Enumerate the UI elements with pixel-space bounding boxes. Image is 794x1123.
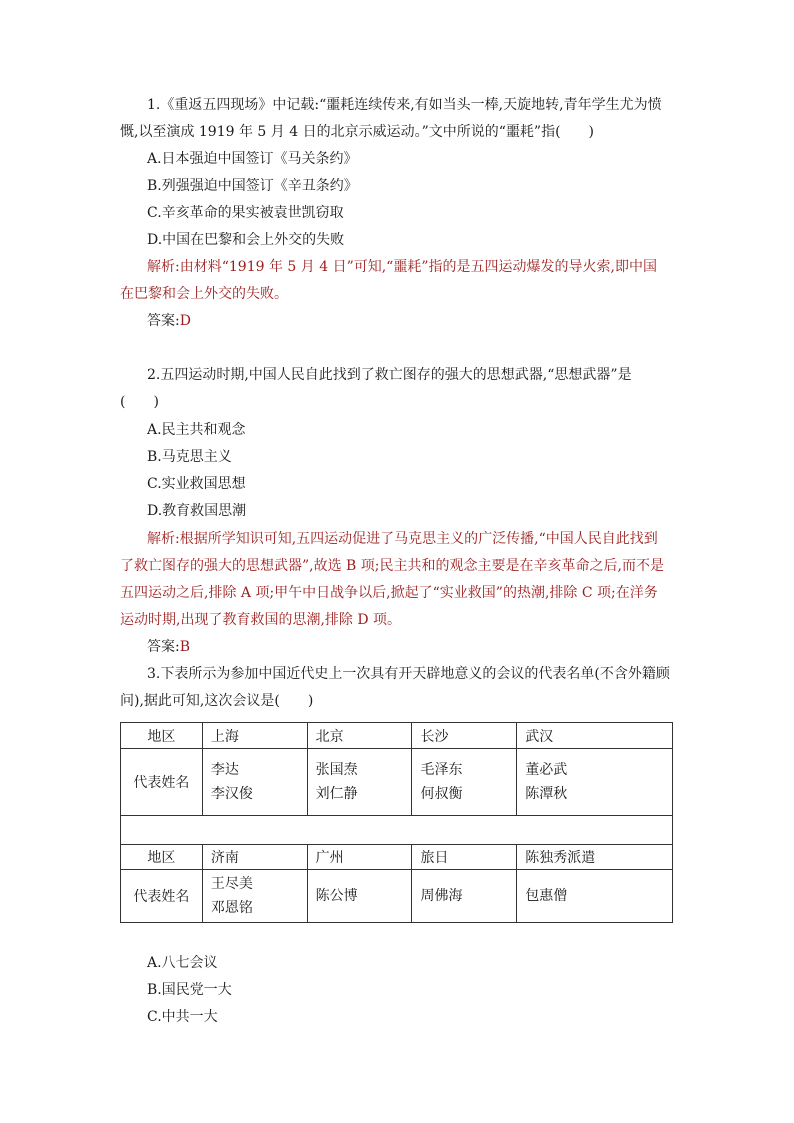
delegate-name: 邓恩铭: [210, 900, 253, 916]
delegate-name: 周佛海: [420, 888, 463, 904]
q1-answer: [147, 312, 191, 330]
q2-stem-line2: ( ): [120, 394, 159, 410]
q1-option-d: D.中国在巴黎和会上外交的失败: [147, 232, 345, 248]
delegate-name: 张国焘: [315, 762, 358, 778]
q1-answer-label: 答案:: [147, 313, 180, 329]
names-header: 代表姓名: [121, 870, 203, 923]
q2-option-d: D.教育救国思潮: [147, 503, 247, 519]
q1-analysis-line2: 在巴黎和会上外交的失败。: [120, 286, 288, 302]
q1-analysis-line1: 解析:由材料“1919 年 5 月 4 日”可知,“噩耗”指的是五四运动爆发的导火索,即中国: [147, 259, 657, 275]
q3-stem-line2: 问),据此可知,这次会议是( ): [120, 693, 314, 709]
q1-answer-value: D: [179, 313, 191, 329]
names-cell: [307, 870, 412, 923]
spacer-cell: [121, 816, 673, 845]
delegate-name: 刘仁静: [315, 786, 358, 802]
delegate-name: 毛泽东: [420, 762, 463, 778]
region-cell: 长沙: [412, 723, 517, 749]
q3-option-b: B.国民党一大: [147, 982, 232, 998]
region-cell: 北京: [307, 723, 412, 749]
q3-option-a: A.八七会议: [147, 955, 218, 971]
names-cell: [202, 870, 307, 923]
q2-option-b: B.马克思主义: [147, 449, 232, 465]
table-row: [121, 723, 673, 749]
names-cell: [412, 870, 517, 923]
region-cell: 上海: [202, 723, 307, 749]
representatives-table: [120, 722, 673, 923]
delegate-name: 董必武: [525, 762, 568, 778]
delegate-name: 陈公博: [315, 888, 358, 904]
names-cell: [307, 749, 412, 816]
delegate-name: 王尽美: [210, 876, 253, 892]
q2-answer-label: 答案:: [147, 639, 180, 655]
region-header: 地区: [121, 845, 203, 870]
q1-option-c: C.辛亥革命的果实被袁世凯窃取: [147, 205, 344, 221]
names-cell: [517, 870, 673, 923]
table-row: [121, 749, 673, 816]
q2-analysis-line1: 解析:根据所学知识可知,五四运动促进了马克思主义的广泛传播,“中国人民自此找到: [147, 531, 658, 547]
region-cell: 广州: [307, 845, 412, 870]
delegate-name: 李达: [210, 762, 239, 778]
q2-option-c: C.实业救国思想: [147, 476, 246, 492]
names-cell: [202, 749, 307, 816]
q1-option-b: B.列强强迫中国签订《辛丑条约》: [147, 178, 358, 194]
q2-answer: [147, 638, 190, 656]
q1-option-a: A.日本强迫中国签订《马关条约》: [147, 151, 358, 167]
table-row: [121, 870, 673, 923]
names-cell: [517, 749, 673, 816]
region-cell: 武汉: [517, 723, 673, 749]
region-cell: 济南: [202, 845, 307, 870]
region-cell: 陈独秀派遣: [517, 845, 673, 870]
q2-analysis-line3: 五四运动之后,排除 A 项;甲午中日战争以后,掀起了“实业救国”的热潮,排除 C 项;在洋务: [120, 585, 658, 601]
names-cell: [412, 749, 517, 816]
q1-stem-line2: 慨,以至演成 1919 年 5 月 4 日的北京示威运动。”文中所说的“噩耗”指( ): [120, 124, 594, 140]
q1-stem-line1: 1.《重返五四现场》中记载:“噩耗连续传来,有如当头一棒,天旋地转,青年学生尤为愤: [147, 97, 662, 113]
names-header: 代表姓名: [121, 749, 203, 816]
table-row: [121, 845, 673, 870]
delegate-name: 陈潭秋: [525, 786, 568, 802]
delegate-name: 包惠僧: [525, 888, 568, 904]
q3-stem-line1: 3.下表所示为参加中国近代史上一次具有开天辟地意义的会议的代表名单(不含外籍顾: [147, 666, 670, 682]
delegate-name: 李汉俊: [210, 786, 253, 802]
table-spacer-row: [121, 816, 673, 845]
delegate-name: 何叔衡: [420, 786, 463, 802]
q2-stem-line1: 2.五四运动时期,中国人民自此找到了救亡图存的强大的思想武器,“思想武器”是: [147, 367, 632, 383]
q2-answer-value: B: [179, 639, 191, 655]
q2-analysis-line2: 了救亡图存的强大的思想武器”,故选 B 项;民主共和的观念主要是在辛亥革命之后,而不是: [120, 558, 664, 574]
region-header: 地区: [121, 723, 203, 749]
region-cell: 旅日: [412, 845, 517, 870]
q2-option-a: A.民主共和观念: [147, 422, 246, 438]
q2-analysis-line4: 运动时期,出现了教育救国的思潮,排除 D 项。: [120, 612, 402, 628]
q3-option-c: C.中共一大: [147, 1009, 218, 1025]
